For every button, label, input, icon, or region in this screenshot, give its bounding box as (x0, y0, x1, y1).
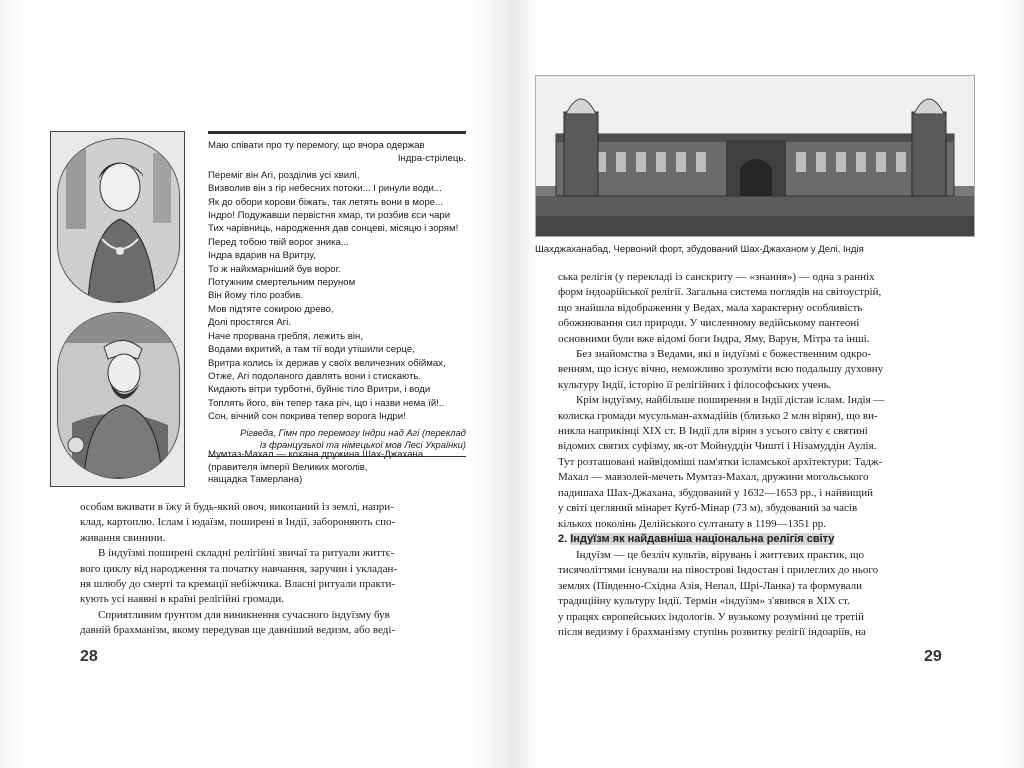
caption-line: (правителя імперії Великих моголів, (208, 461, 368, 473)
poem-line: Потужним смертельним перуном (208, 277, 356, 289)
text-line: у світі цегляний мінарет Кутб-Мінар (73 м), збудований за часів (558, 502, 858, 515)
poem-line: Тих чарівниць, народження дав сонцеві, місяцю і зорям! (208, 223, 459, 235)
poem-line: Мов підтяте сокирою древо, (208, 303, 334, 315)
text-line: кують усі наявні в країні релігійні громади. (80, 593, 285, 606)
poem-line: Індро! Подужавши первістня хмар, ти розбив єси чари (208, 210, 451, 222)
shah-jahan-portrait (57, 312, 180, 479)
poem-line: Маю співати про ту перемогу, що вчора одержав (208, 140, 425, 151)
poem-box (208, 131, 466, 457)
page-number: 28 (80, 648, 98, 665)
paragraph (80, 500, 466, 546)
poem-line: Отже, Агі подоланого давлять вони і стискають. (208, 370, 422, 382)
text-line: відомих святих суфізму, як-от Мойнуддін Чишті і Нізамуддін Аулія. (558, 440, 877, 453)
text-line: никла наприкінці XIX ст. В Індії для вірян з усього світу є святині (558, 425, 868, 438)
poem-line: Сон, вічний сон покрива тепер ворога Індри! (208, 411, 406, 423)
text-line: живання свинини. (80, 531, 166, 544)
poem-line: Водами вкритий, а там тії води утішили серце, (208, 344, 415, 356)
caption-line: нащадка Тамерлана) (208, 474, 303, 486)
text-line: обожнювання сил природи. У численному ведійському пантеоні (558, 317, 860, 330)
paragraph (558, 347, 942, 393)
text-line: землях (Південно-Східна Азія, Непал, Шрі-Ланка) та формували (558, 579, 862, 592)
page-number: 29 (924, 648, 942, 665)
text-line: форм індоарійської релігії. Загальна система поглядів на світоустрій, (558, 286, 882, 299)
poem-source-line: із французької та німецької мов Лесі Українки) (259, 439, 466, 451)
right-section-text (558, 548, 942, 640)
text-line: колиска громади мусульман-ахмадійів (близько 2 млн вірян), що ви- (558, 409, 878, 422)
poem-line: Долі простягся Агі. (208, 317, 292, 329)
text-line: ня шлюбу до смерті та кремації небіжчика. Власні ритуали практи- (80, 578, 396, 591)
poem-line: Він йому тіло розбив. (208, 290, 304, 302)
text-line: падишаха Шах-Джахана, збудований у 1632—1653 рр., і найвищий (558, 486, 874, 499)
left-body-text (80, 500, 466, 639)
poem-line: Перед тобою твій ворог зника... (208, 236, 349, 248)
poem-line: То ж найхмарніший був ворог. (208, 263, 341, 275)
poem-top-rule (208, 131, 466, 134)
caption-line: Мумтаз-Махал — кохана дружина Шах-Джахана (208, 449, 424, 460)
poem-source-line: Рігведа, Гімн про перемогу Індри над Агі (переклад (240, 426, 466, 438)
paragraph (558, 548, 942, 640)
text-line: Сприятливим ґрунтом для виникнення сучасного індуїзму був (98, 608, 390, 621)
text-line: основними були вже відомі боги Індра, Яму, Варун, Мітра та інші. (558, 332, 870, 345)
text-line: вого циклу від народження та початку навчання, заручин і укладан- (80, 562, 398, 575)
section-number: 2. (558, 533, 568, 545)
text-line: культуру Індії, історію її релігійних і філософських учень. (558, 378, 832, 391)
section-heading (558, 532, 942, 546)
paragraph (80, 608, 466, 639)
text-line: що знайшла відображення у Ведах, мала характерну особливість (558, 301, 863, 314)
text-line: Тут розташовані найвідоміші пам'ятки ісламської архітектури: Тадж- (558, 455, 883, 468)
poem-line: Як до обори корови біжать, так летять вони в море... (208, 196, 443, 208)
text-line: Без знайомства з Ведами, які в індуїзмі є божественним одкро- (576, 348, 872, 361)
text-line: тисячоліттями існували на півострові Індостан і прилеглих до нього (558, 564, 879, 577)
text-line: кількох поколінь Делійського султанату в 1199—1351 рр. (558, 517, 827, 530)
poem-line: Визволив він з гір небесних потоки... І ринули води... (208, 183, 442, 195)
portrait-caption (208, 449, 468, 487)
text-line: у працях європейських індологів. У вузькому розумінні це третій (558, 610, 864, 623)
section-title: Індуїзм як найдавніша національна релігія світу (570, 533, 835, 545)
poem-line: Топлять його, він тепер така річ, що і назви нема їй!.. (208, 397, 445, 409)
poem-line: Індра-стрілець. (397, 153, 466, 165)
text-line: після ведизму і брахманізму ступінь розвитку релігії індоаріїв, на (558, 626, 866, 639)
text-line: клад, картоплю. Іслам і юдаїзм, поширені в Індії, забороняють спо- (80, 516, 396, 529)
right-body-text (558, 270, 942, 532)
portrait-illustration-panel (50, 131, 185, 487)
poem-line: Вритра колись їх держав у своїх величезних обіймах, (208, 357, 446, 369)
poem-line: Індра вдарив на Вритру, (208, 250, 316, 262)
text-line: Крім індуїзму, найбільше поширення в Індії дістав іслам. Індія — (576, 394, 885, 407)
paragraph (558, 270, 942, 347)
photo-caption: Шахджаханабад, Червоний форт, збудований Шах-Джаханом у Делі, Індія (535, 244, 864, 255)
text-line: давній брахманізм, якому передував ще давніший ведизм, або веді- (80, 624, 396, 637)
text-line: традиційну культуру Індії. Термін «індуїзм» з'явився в XIX ст. (558, 595, 850, 608)
text-line: В індуїзмі поширені складні релігійні звичаї та ритуали життє- (98, 547, 395, 560)
red-fort-photo (535, 75, 975, 237)
text-line: Індуїзм — це безліч культів, вірувань і життєвих практик, що (576, 549, 864, 561)
mumtaz-mahal-portrait (57, 138, 180, 303)
poem-line: Наче прорвана гребля, лежить він, (208, 330, 363, 342)
poem-source (208, 427, 466, 452)
paragraph (558, 393, 942, 532)
poem-line: Переміг він Агі, розділив усі хвилі, (208, 169, 360, 181)
text-line: Махал — мавзолей-мечеть Мумтаз-Махал, дружини могольського (558, 471, 869, 484)
text-line: особам вживати в їжу й будь-який овоч, викопаний із землі, напри- (80, 501, 394, 513)
poem-line: Кидають вітри турботні, буйніє тіло Вритри, і води (208, 384, 431, 396)
text-line: ська релігія (у перекладі із санскриту — «знання») — одна з ранніх (558, 271, 875, 283)
text-line: венням, що існує вічно, неможливо зрозуміти всю подальшу духовну (558, 363, 884, 376)
paragraph (80, 546, 466, 608)
